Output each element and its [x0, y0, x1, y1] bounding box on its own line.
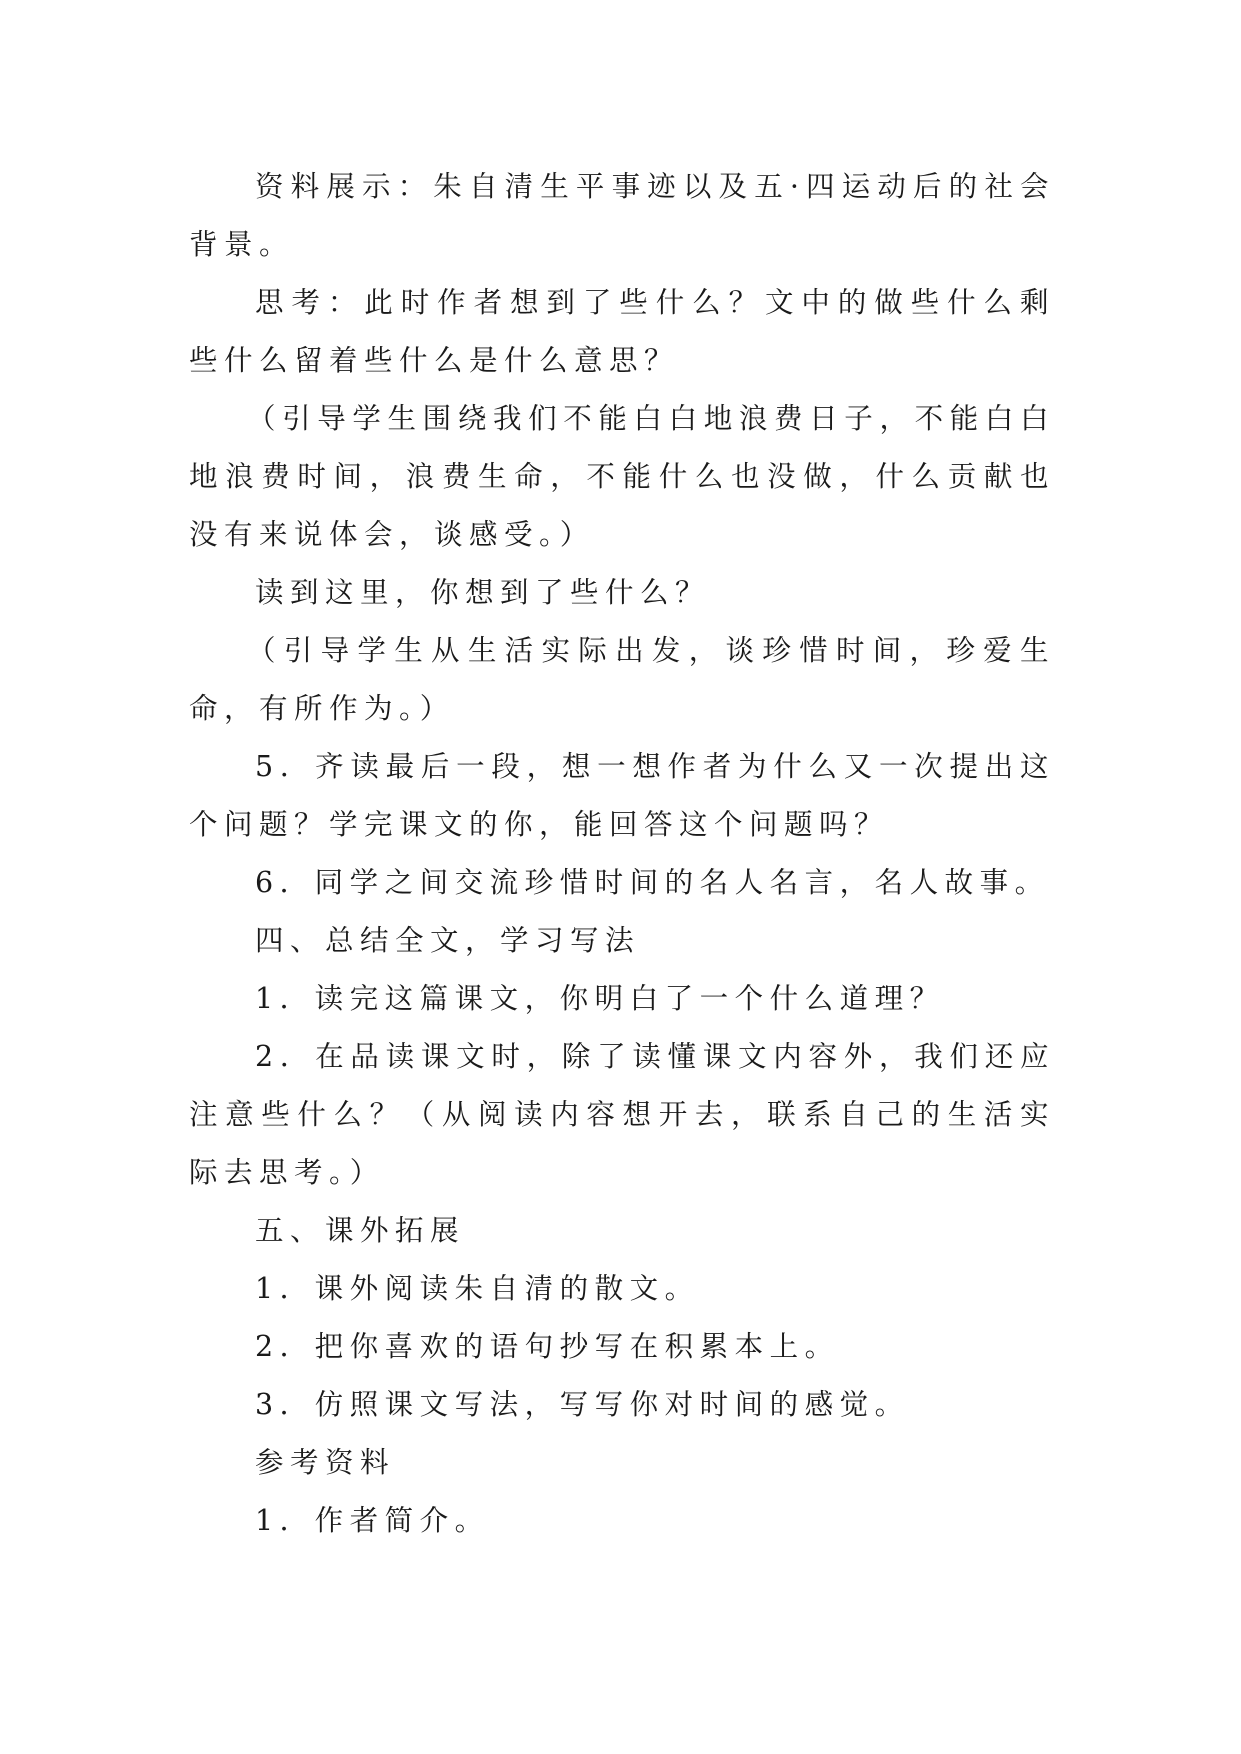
paragraph-summary-1: 1．读完这篇课文，你明白了一个什么道理？	[255, 982, 945, 1015]
document-body	[189, 158, 1055, 1550]
section-heading-extension: 五、课外拓展	[255, 1214, 466, 1247]
paragraph-guidance-note: （引导学生围绕我们不能白白地浪费日子，不能白白地浪费时间，浪费生命，不能什么也没做，什么贡献也没有来说体会，谈感受。）	[189, 402, 1055, 551]
paragraph-extension-3: 3．仿照课文写法，写写你对时间的感觉。	[255, 1388, 910, 1421]
paragraph-guidance-note-2: （引导学生从生活实际出发，谈珍惜时间，珍爱生命，有所作为。）	[189, 634, 1055, 725]
paragraph-thinking-question: 思考：此时作者想到了些什么？文中的做些什么剩些什么留着些什么是什么意思？	[189, 286, 1055, 377]
paragraph-extension-2: 2．把你喜欢的语句抄写在积累本上。	[255, 1330, 840, 1363]
paragraph-step-5: 5．齐读最后一段，想一想作者为什么又一次提出这个问题？学完课文的你，能回答这个问题吗？	[189, 750, 1055, 841]
paragraph-extension-1: 1．课外阅读朱自清的散文。	[255, 1272, 700, 1305]
paragraph-materials: 资料展示：朱自清生平事迹以及五·四运动后的社会背景。	[189, 170, 1055, 261]
paragraph-summary-2: 2．在品读课文时，除了读懂课文内容外，我们还应注意些什么？（从阅读内容想开去，联系自己的生活实际去思考。）	[189, 1040, 1055, 1189]
paragraph-reading-question: 读到这里，你想到了些什么？	[255, 576, 711, 609]
paragraph-step-6: 6．同学之间交流珍惜时间的名人名言，名人故事。	[255, 866, 1050, 899]
paragraph-author-intro: 1．作者简介。	[255, 1504, 490, 1537]
section-heading-summary: 四、总结全文，学习写法	[255, 924, 641, 957]
section-heading-references: 参考资料	[255, 1446, 396, 1479]
